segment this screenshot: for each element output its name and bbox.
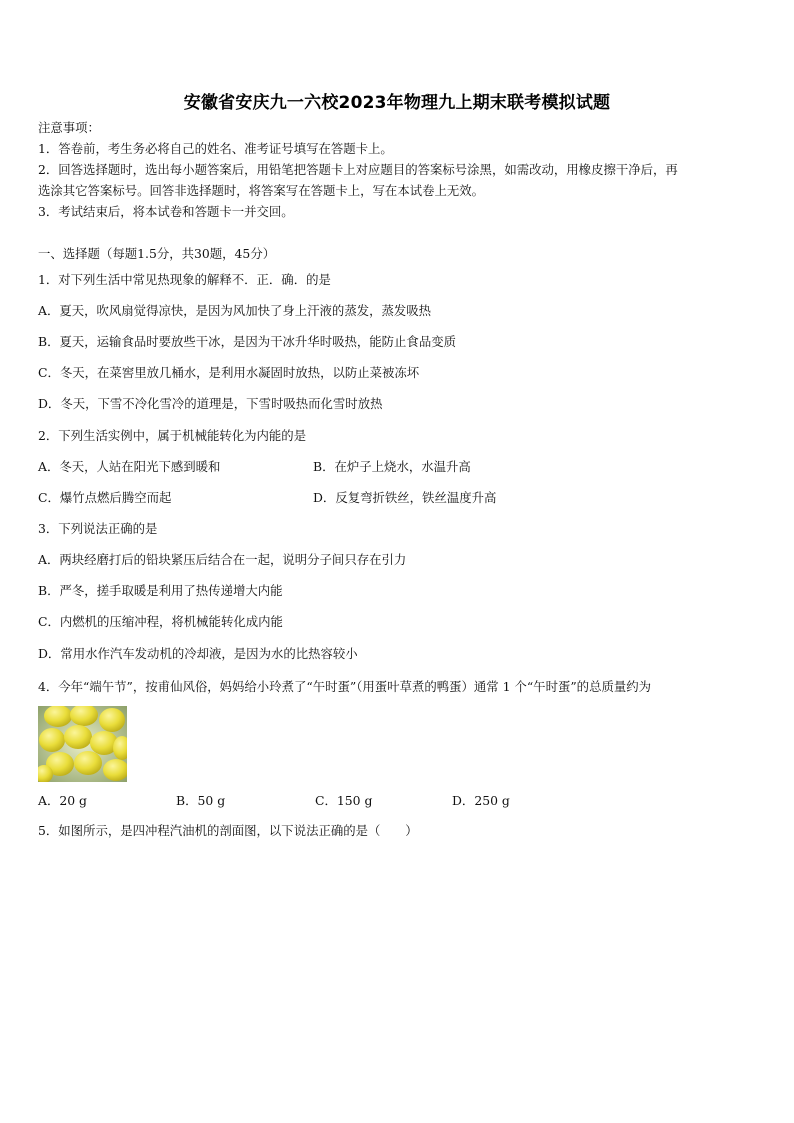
q3-option-b: B．严冬，搓手取暖是利用了热传递增大内能 [38, 583, 283, 598]
q2-option-a: A．冬天，人站在阳光下感到暖和 [38, 459, 221, 474]
notice-item-1: 1．答卷前，考生务必将自己的姓名、准考证号填写在答题卡上。 [38, 141, 393, 156]
notice-item-2: 2．回答选择题时，选出每小题答案后，用铅笔把答题卡上对应题目的答案标号涂黑，如需改动，用橡皮擦干净后，再 [38, 162, 678, 177]
q1-stem: 1．对下列生活中常见热现象的解释不．正．确．的是 [38, 272, 331, 287]
notice-item-2-cont: 选涂其它答案标号。回答非选择题时，将答案写在答题卡上，写在本试卷上无效。 [38, 183, 485, 198]
section-heading: 一、选择题（每题1.5分，共30题，45分） [38, 246, 276, 261]
q1-option-a: A．夏天，吹风扇觉得凉快，是因为风加快了身上汗液的蒸发，蒸发吸热 [38, 303, 432, 318]
q2-option-d: D．反复弯折铁丝，铁丝温度升高 [313, 490, 497, 505]
q1-option-c: C．冬天，在菜窖里放几桶水，是利用水凝固时放热，以防止菜被冻坏 [38, 365, 420, 380]
q3-option-a: A．两块经磨打后的铅块紧压后结合在一起，说明分子间只存在引力 [38, 552, 407, 567]
q2-option-b: B．在炉子上烧水，水温升高 [313, 459, 471, 474]
q3-stem: 3．下列说法正确的是 [38, 521, 158, 536]
page-title: 安徽省安庆九一六校2023年物理九上期末联考模拟试题 [183, 93, 611, 113]
q3-option-d: D．常用水作汽车发动机的冷却液，是因为水的比热容较小 [38, 646, 358, 661]
q1-option-d: D．冬天，下雪不冷化雪冷的道理是，下雪时吸热而化雪时放热 [38, 396, 383, 411]
q4-option-a: A．20 g [38, 793, 87, 808]
q4-option-d: D．250 g [452, 793, 510, 808]
q4-option-c: C．150 g [315, 793, 373, 808]
notice-heading: 注意事项： [38, 120, 100, 135]
q2-stem: 2．下列生活实例中，属于机械能转化为内能的是 [38, 428, 307, 443]
q4-stem: 4．今年“端午节”，按甫仙风俗，妈妈给小玲煮了“午时蛋”（用蛋叶草煮的鸭蛋）通常 1 个“午时蛋”的总质量约为 [38, 679, 652, 694]
q1-option-b: B．夏天，运输食品时要放些干冰，是因为干冰升华时吸热，能防止食品变质 [38, 334, 456, 349]
q4-option-b: B．50 g [176, 793, 226, 808]
yellow-eggs-photo [38, 706, 127, 782]
q5-stem: 5．如图所示，是四冲程汽油机的剖面图，以下说法正确的是（ ） [38, 823, 418, 838]
q2-option-c: C．爆竹点燃后腾空而起 [38, 490, 172, 505]
q3-option-c: C．内燃机的压缩冲程，将机械能转化成内能 [38, 614, 283, 629]
notice-item-3: 3．考试结束后，将本试卷和答题卡一并交回。 [38, 204, 294, 219]
